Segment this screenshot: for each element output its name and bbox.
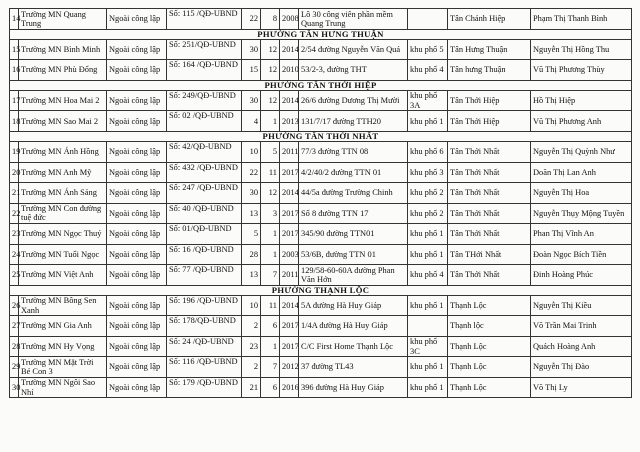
ward-name-cell: Thạnh Lộc xyxy=(448,357,531,378)
principal-name-cell: Doãn Thị Lan Anh xyxy=(531,162,632,183)
address-cell: 396 đường Hà Huy Giáp xyxy=(299,377,408,398)
principal-name-cell: Quách Hoàng Anh xyxy=(531,336,632,357)
row-number-cell: 30 xyxy=(10,377,19,398)
month-value-cell: 6 xyxy=(261,316,280,337)
section-title: PHƯỜNG TÂN HƯNG THUẬN xyxy=(10,29,632,39)
year-value-cell: 2017 xyxy=(280,224,299,245)
quarter-cell: khu phố 3C xyxy=(408,336,448,357)
year-value-cell: 2014 xyxy=(280,39,299,60)
month-value-cell: 6 xyxy=(261,377,280,398)
ownership-type-cell: Ngoài công lập xyxy=(107,183,167,204)
month-value-cell: 3 xyxy=(261,203,280,224)
year-value-cell: 2017 xyxy=(280,336,299,357)
table-row xyxy=(10,265,632,286)
decision-number-cell: Số: 247 /QĐ-UBND xyxy=(167,183,242,204)
year-value-cell: 2010 xyxy=(280,60,299,81)
day-value-cell: 23 xyxy=(242,336,261,357)
school-name-cell: Trường MN Phù Đổng xyxy=(19,60,107,81)
table-row xyxy=(10,9,632,30)
table-row xyxy=(10,336,632,357)
section-header-row xyxy=(10,80,632,90)
address-cell: 53/2-3, đường THT xyxy=(299,60,408,81)
ownership-type-cell: Ngoài công lập xyxy=(107,316,167,337)
principal-name-cell: Võ Trần Mai Trinh xyxy=(531,316,632,337)
ward-name-cell: Tân Thới Nhất xyxy=(448,162,531,183)
row-number-cell: 26 xyxy=(10,295,19,316)
decision-number-cell: Số: 42/QĐ-UBND xyxy=(167,142,242,163)
ownership-type-cell: Ngoài công lập xyxy=(107,357,167,378)
row-number-cell: 23 xyxy=(10,224,19,245)
ward-name-cell: Thạnh lộc xyxy=(448,316,531,337)
table-row xyxy=(10,316,632,337)
school-name-cell: Trường MN Sao Mai 2 xyxy=(19,111,107,132)
year-value-cell: 2014 xyxy=(280,295,299,316)
quarter-cell: khu phố 4 xyxy=(408,265,448,286)
decision-number-cell: Số: 02 /QĐ-UBND xyxy=(167,111,242,132)
year-value-cell: 2017 xyxy=(280,162,299,183)
ward-name-cell: Tân THới Nhất xyxy=(448,244,531,265)
section-title: PHƯỜNG TÂN THỚI NHẤT xyxy=(10,131,632,141)
month-value-cell: 11 xyxy=(261,295,280,316)
year-value-cell: 2014 xyxy=(280,90,299,111)
table-row xyxy=(10,183,632,204)
school-name-cell: Trường MN Việt Anh xyxy=(19,265,107,286)
table-row xyxy=(10,357,632,378)
quarter-cell xyxy=(408,9,448,30)
address-cell: Lô 30 công viên phần mềm Quang Trung xyxy=(299,9,408,30)
section-header-row xyxy=(10,29,632,39)
table-row xyxy=(10,203,632,224)
year-value-cell: 2016 xyxy=(280,377,299,398)
decision-number-cell: Số: 164 /QĐ-UBND xyxy=(167,60,242,81)
table-row xyxy=(10,142,632,163)
quarter-cell: khu phố 1 xyxy=(408,377,448,398)
ownership-type-cell: Ngoài công lập xyxy=(107,111,167,132)
decision-number-cell: Số: 251/QĐ-UBND xyxy=(167,39,242,60)
school-name-cell: Trường MN Ngọc Thuý xyxy=(19,224,107,245)
day-value-cell: 13 xyxy=(242,265,261,286)
day-value-cell: 30 xyxy=(242,39,261,60)
ownership-type-cell: Ngoài công lập xyxy=(107,336,167,357)
row-number-cell: 24 xyxy=(10,244,19,265)
decision-number-cell: Số: 196 /QĐ-UBND xyxy=(167,295,242,316)
decision-number-cell: Số: 432 /QĐ-UBND xyxy=(167,162,242,183)
address-cell: 37 đường TL43 xyxy=(299,357,408,378)
principal-name-cell: Nguyễn Thị Kiều xyxy=(531,295,632,316)
month-value-cell: 1 xyxy=(261,111,280,132)
table-row xyxy=(10,60,632,81)
table-row xyxy=(10,162,632,183)
school-name-cell: Trường MN Mặt Trời Bé Con 3 xyxy=(19,357,107,378)
school-table xyxy=(9,8,632,398)
address-cell: 1/4A đường Hà Huy Giáp xyxy=(299,316,408,337)
quarter-cell: khu phố 3 xyxy=(408,162,448,183)
principal-name-cell: Đoàn Ngọc Bích Tiền xyxy=(531,244,632,265)
principal-name-cell: Nguyễn Thị Đào xyxy=(531,357,632,378)
principal-name-cell: Nguyễn Thị Hồng Thu xyxy=(531,39,632,60)
section-header-row xyxy=(10,131,632,141)
row-number-cell: 21 xyxy=(10,183,19,204)
decision-number-cell: Số: 179 /QĐ-UBND xyxy=(167,377,242,398)
quarter-cell: khu phố 1 xyxy=(408,111,448,132)
quarter-cell: khu phố 4 xyxy=(408,60,448,81)
month-value-cell: 12 xyxy=(261,90,280,111)
decision-number-cell: Số: 249/QĐ-UBND xyxy=(167,90,242,111)
school-name-cell: Trường MN Anh Mỹ xyxy=(19,162,107,183)
decision-number-cell: Số: 16 /QĐ-UBND xyxy=(167,244,242,265)
school-name-cell: Trường MN Ngôi Sao Nhí xyxy=(19,377,107,398)
ward-name-cell: Thạnh Lộc xyxy=(448,377,531,398)
ward-name-cell: Tân Thới Nhất xyxy=(448,265,531,286)
address-cell: 345/90 đường TTN01 xyxy=(299,224,408,245)
ownership-type-cell: Ngoài công lập xyxy=(107,9,167,30)
decision-number-cell: Số: 40 /QĐ-UBND xyxy=(167,203,242,224)
ownership-type-cell: Ngoài công lập xyxy=(107,265,167,286)
day-value-cell: 30 xyxy=(242,183,261,204)
day-value-cell: 30 xyxy=(242,90,261,111)
address-cell: 129/58-60-60A đường Phan Văn Hớn xyxy=(299,265,408,286)
row-number-cell: 27 xyxy=(10,316,19,337)
decision-number-cell: Số: 115 /QĐ-UBND xyxy=(167,9,242,30)
day-value-cell: 10 xyxy=(242,295,261,316)
ownership-type-cell: Ngoài công lập xyxy=(107,39,167,60)
school-name-cell: Trường MN Bình Minh xyxy=(19,39,107,60)
address-cell: Số 8 đường TTN 17 xyxy=(299,203,408,224)
quarter-cell: khu phố 2 xyxy=(408,203,448,224)
quarter-cell xyxy=(408,316,448,337)
principal-name-cell: Nguyễn Thụy Mộng Tuyền xyxy=(531,203,632,224)
ward-name-cell: Tân Thới Nhất xyxy=(448,203,531,224)
day-value-cell: 2 xyxy=(242,357,261,378)
table-row xyxy=(10,244,632,265)
school-name-cell: Trường MN Bông Sen Xanh xyxy=(19,295,107,316)
day-value-cell: 5 xyxy=(242,224,261,245)
day-value-cell: 4 xyxy=(242,111,261,132)
ward-name-cell: Tân Thới Hiệp xyxy=(448,90,531,111)
month-value-cell: 12 xyxy=(261,183,280,204)
quarter-cell: khu phố 1 xyxy=(408,224,448,245)
address-cell: 2/54 đường Nguyễn Văn Quá xyxy=(299,39,408,60)
month-value-cell: 12 xyxy=(261,60,280,81)
school-name-cell: Trường MN Hy Vọng xyxy=(19,336,107,357)
quarter-cell: khu phố 3A xyxy=(408,90,448,111)
principal-name-cell: Đinh Hoàng Phúc xyxy=(531,265,632,286)
decision-number-cell: Số: 178/QĐ-UBND xyxy=(167,316,242,337)
day-value-cell: 22 xyxy=(242,162,261,183)
address-cell: C/C First Home Thạnh Lộc xyxy=(299,336,408,357)
row-number-cell: 20 xyxy=(10,162,19,183)
principal-name-cell: Phạm Thị Thanh Bình xyxy=(531,9,632,30)
month-value-cell: 7 xyxy=(261,265,280,286)
day-value-cell: 22 xyxy=(242,9,261,30)
ward-name-cell: Tân Hưng Thuận xyxy=(448,39,531,60)
ownership-type-cell: Ngoài công lập xyxy=(107,203,167,224)
row-number-cell: 22 xyxy=(10,203,19,224)
quarter-cell: khu phố 6 xyxy=(408,142,448,163)
school-name-cell: Trường MN Ánh Hồng xyxy=(19,142,107,163)
month-value-cell: 7 xyxy=(261,357,280,378)
ownership-type-cell: Ngoài công lập xyxy=(107,162,167,183)
month-value-cell: 1 xyxy=(261,224,280,245)
quarter-cell: khu phố 1 xyxy=(408,295,448,316)
table-row xyxy=(10,90,632,111)
school-name-cell: Trường MN Ánh Sáng xyxy=(19,183,107,204)
address-cell: 77/3 đường TTN 08 xyxy=(299,142,408,163)
principal-name-cell: Phan Thị Vĩnh An xyxy=(531,224,632,245)
ownership-type-cell: Ngoài công lập xyxy=(107,142,167,163)
quarter-cell: khu phố 5 xyxy=(408,39,448,60)
row-number-cell: 17 xyxy=(10,90,19,111)
address-cell: 5A đường Hà Huy Giáp xyxy=(299,295,408,316)
table-row xyxy=(10,111,632,132)
ward-name-cell: Tân Thới Nhất xyxy=(448,224,531,245)
day-value-cell: 13 xyxy=(242,203,261,224)
ward-name-cell: Tân Thới Nhất xyxy=(448,142,531,163)
row-number-cell: 19 xyxy=(10,142,19,163)
section-header-row xyxy=(10,285,632,295)
year-value-cell: 2011 xyxy=(280,265,299,286)
ward-name-cell: Tân Thới Hiệp xyxy=(448,111,531,132)
year-value-cell: 2012 xyxy=(280,357,299,378)
ward-name-cell: Tân Thới Nhất xyxy=(448,183,531,204)
day-value-cell: 21 xyxy=(242,377,261,398)
row-number-cell: 16 xyxy=(10,60,19,81)
principal-name-cell: Võ Thị Ly xyxy=(531,377,632,398)
table-row xyxy=(10,224,632,245)
principal-name-cell: Nguyễn Thị Hoa xyxy=(531,183,632,204)
school-name-cell: Trường MN Con đường tuệ đức xyxy=(19,203,107,224)
day-value-cell: 28 xyxy=(242,244,261,265)
year-value-cell: 2017 xyxy=(280,316,299,337)
day-value-cell: 15 xyxy=(242,60,261,81)
ownership-type-cell: Ngoài công lập xyxy=(107,244,167,265)
address-cell: 26/6 đường Dương Thị Mười xyxy=(299,90,408,111)
row-number-cell: 28 xyxy=(10,336,19,357)
ward-name-cell: Thạnh Lộc xyxy=(448,295,531,316)
ownership-type-cell: Ngoài công lập xyxy=(107,224,167,245)
day-value-cell: 10 xyxy=(242,142,261,163)
school-name-cell: Trường MN Tuổi Ngọc xyxy=(19,244,107,265)
table-row xyxy=(10,295,632,316)
table-row xyxy=(10,377,632,398)
principal-name-cell: Vũ Thị Phương Thùy xyxy=(531,60,632,81)
ward-name-cell: Tân Chánh Hiệp xyxy=(448,9,531,30)
month-value-cell: 5 xyxy=(261,142,280,163)
address-cell: 44/5a đường Trường Chinh xyxy=(299,183,408,204)
ownership-type-cell: Ngoài công lập xyxy=(107,90,167,111)
principal-name-cell: Vũ Thị Phương Anh xyxy=(531,111,632,132)
year-value-cell: 2013 xyxy=(280,111,299,132)
month-value-cell: 11 xyxy=(261,162,280,183)
decision-number-cell: Số: 77 /QĐ-UBND xyxy=(167,265,242,286)
principal-name-cell: Hồ Thị Hiệp xyxy=(531,90,632,111)
decision-number-cell: Số: 01/QĐ-UBND xyxy=(167,224,242,245)
year-value-cell: 2017 xyxy=(280,203,299,224)
ownership-type-cell: Ngoài công lập xyxy=(107,377,167,398)
address-cell: 53/6B, đường TTN 01 xyxy=(299,244,408,265)
row-number-cell: 18 xyxy=(10,111,19,132)
month-value-cell: 1 xyxy=(261,336,280,357)
quarter-cell: khu phố 2 xyxy=(408,183,448,204)
table-row xyxy=(10,39,632,60)
row-number-cell: 14 xyxy=(10,9,19,30)
ownership-type-cell: Ngoài công lập xyxy=(107,60,167,81)
decision-number-cell: Số: 24 /QĐ-UBND xyxy=(167,336,242,357)
section-title: PHƯỜNG TÂN THỚI HIỆP xyxy=(10,80,632,90)
address-cell: 131/7/17 đường TTH20 xyxy=(299,111,408,132)
month-value-cell: 12 xyxy=(261,39,280,60)
decision-number-cell: Số: 116 /QĐ-UBND xyxy=(167,357,242,378)
year-value-cell: 2003 xyxy=(280,244,299,265)
month-value-cell: 1 xyxy=(261,244,280,265)
row-number-cell: 29 xyxy=(10,357,19,378)
year-value-cell: 2011 xyxy=(280,142,299,163)
year-value-cell: 2008 xyxy=(280,9,299,30)
ownership-type-cell: Ngoài công lập xyxy=(107,295,167,316)
quarter-cell: khu phố 1 xyxy=(408,244,448,265)
row-number-cell: 25 xyxy=(10,265,19,286)
quarter-cell: khu phố 1 xyxy=(408,357,448,378)
school-name-cell: Trường MN Quang Trung xyxy=(19,9,107,30)
principal-name-cell: Nguyễn Thị Quỳnh Như xyxy=(531,142,632,163)
month-value-cell: 8 xyxy=(261,9,280,30)
ward-name-cell: Tân hưng Thuận xyxy=(448,60,531,81)
year-value-cell: 2014 xyxy=(280,183,299,204)
ward-name-cell: Thạnh Lộc xyxy=(448,336,531,357)
section-title: PHƯỜNG THẠNH LỘC xyxy=(10,285,632,295)
school-name-cell: Trường MN Gia Anh xyxy=(19,316,107,337)
day-value-cell: 2 xyxy=(242,316,261,337)
school-name-cell: Trường MN Hoa Mai 2 xyxy=(19,90,107,111)
row-number-cell: 15 xyxy=(10,39,19,60)
address-cell: 4/2/40/2 đường TTN 01 xyxy=(299,162,408,183)
